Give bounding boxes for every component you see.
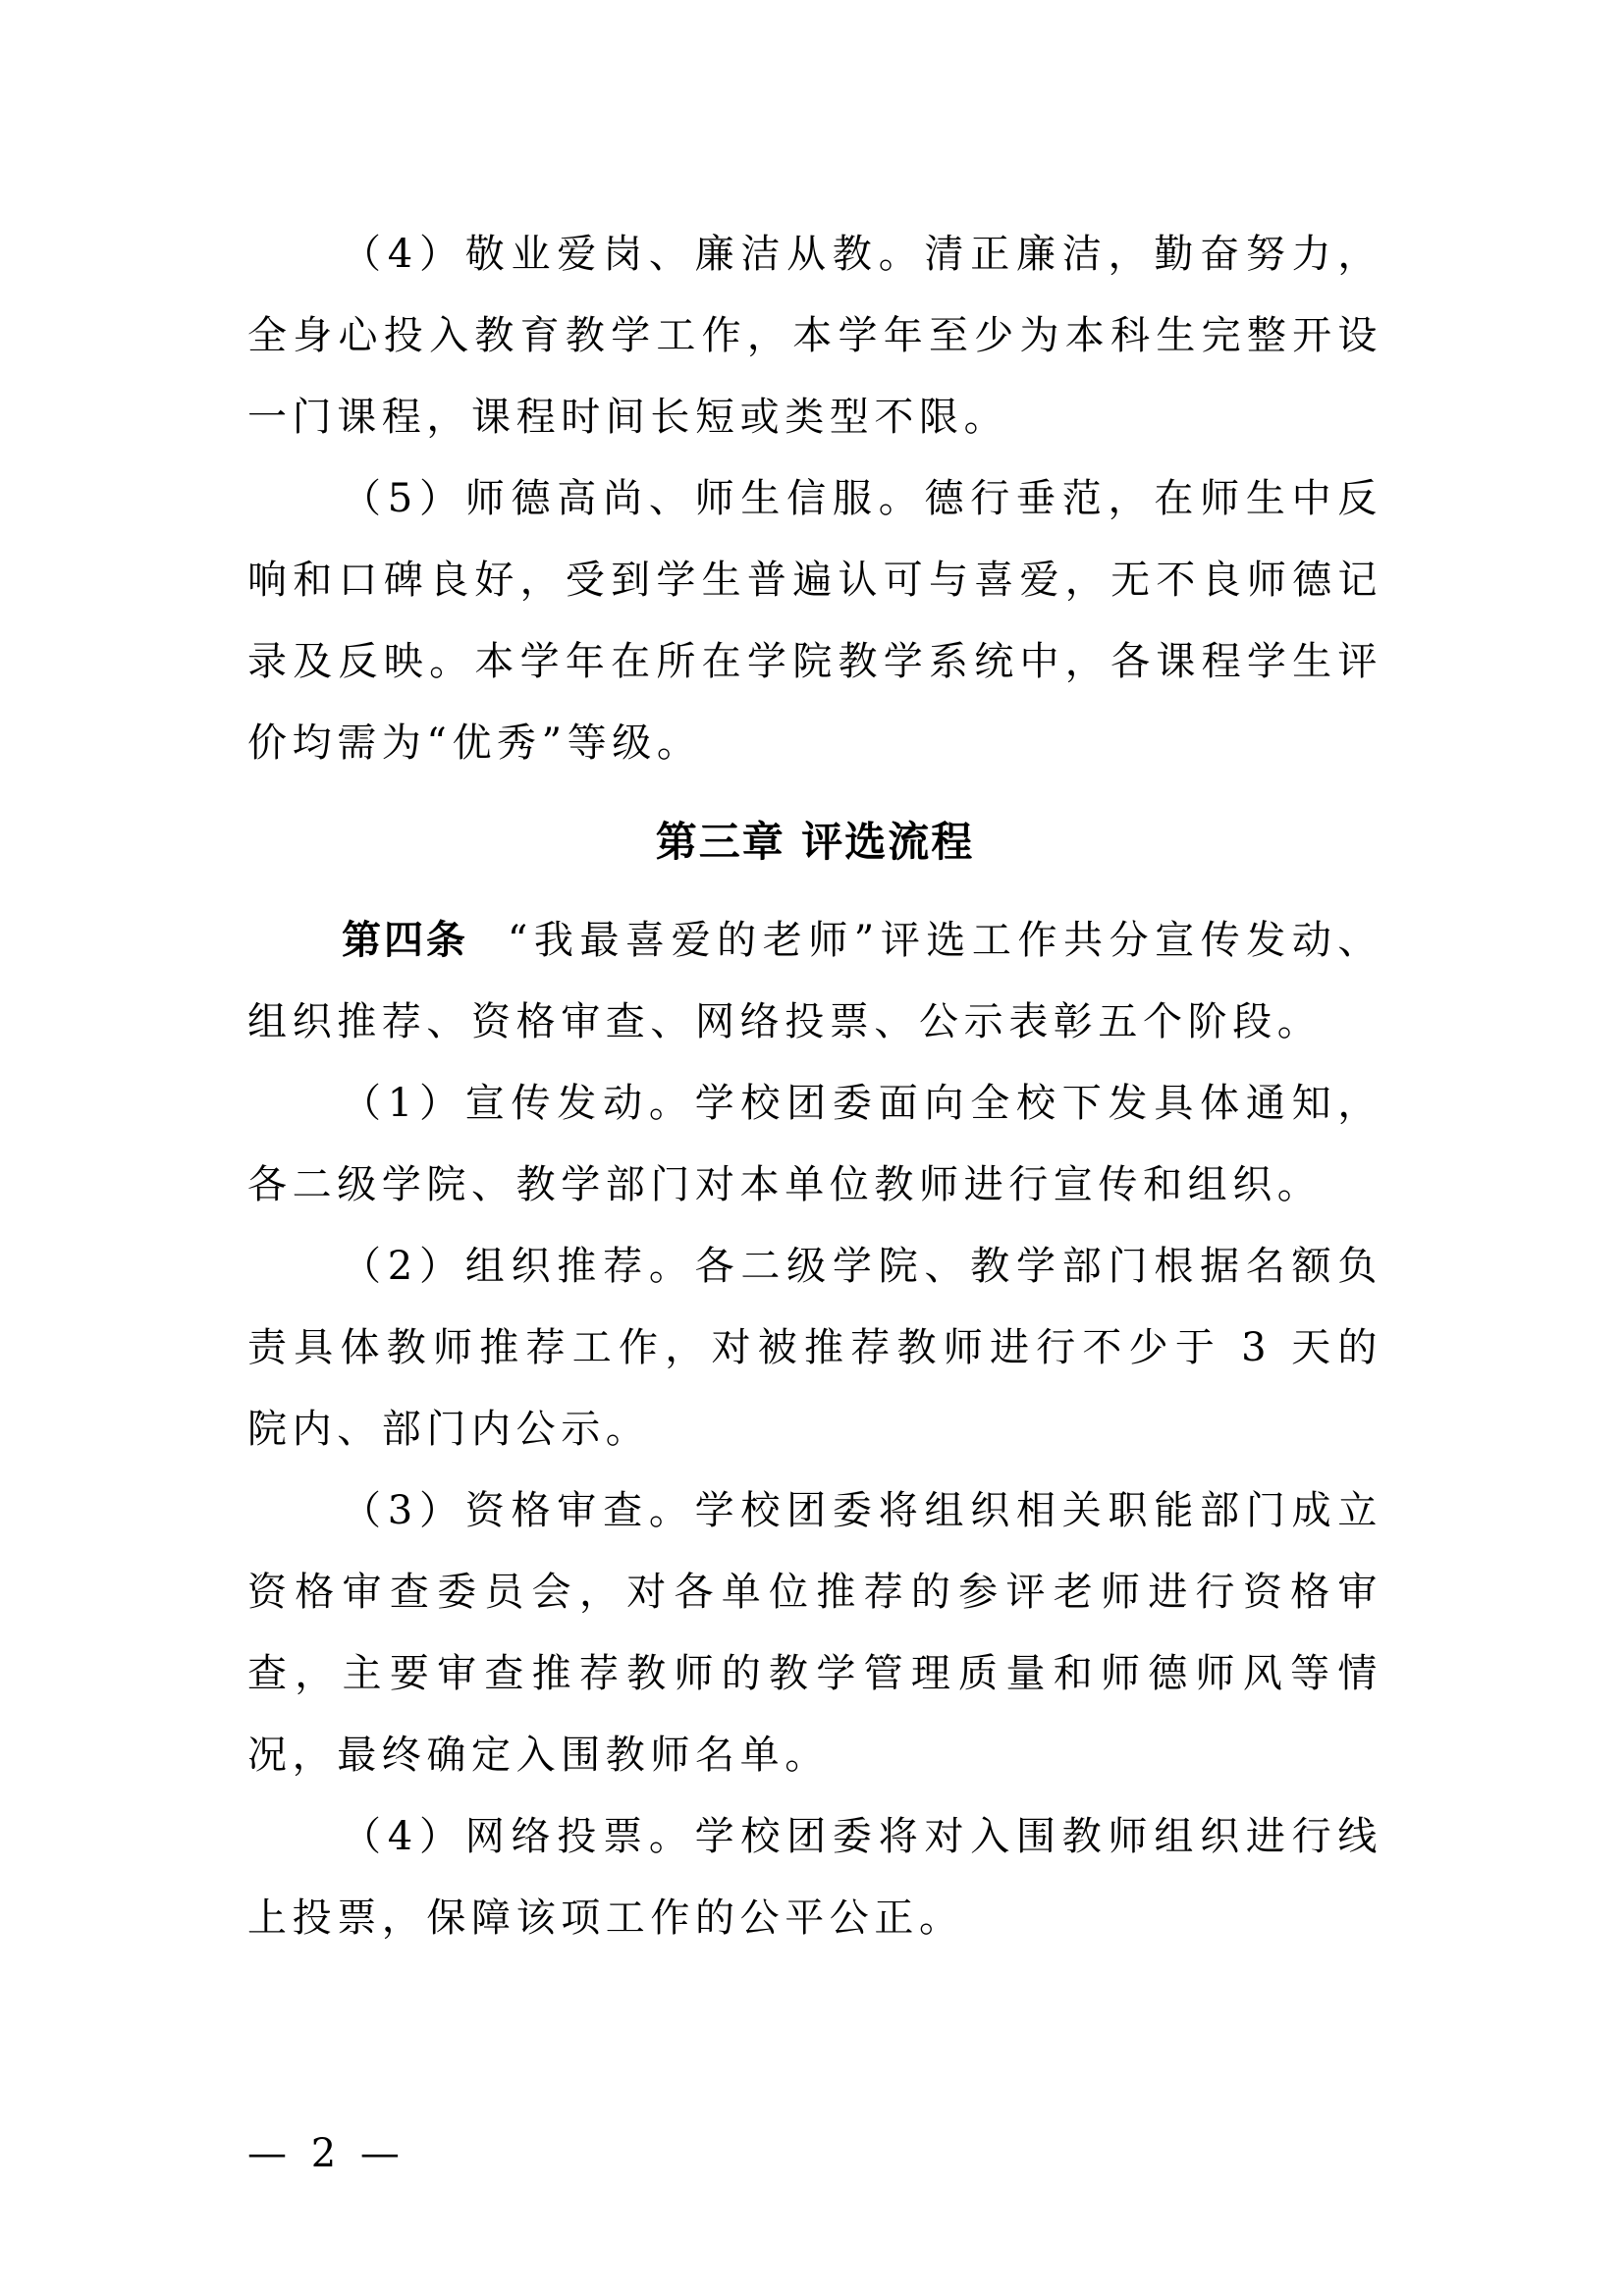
paragraph-item-5-ethics: （5）师德高尚、师生信服。德行垂范，在师生中反响和口碑良好，受到学生普遍认可与喜爱，无不良师德记录及反映。本学年在所在学院教学系统中，各课程学生评价均需为“优秀”等级。 xyxy=(247,476,1382,766)
paragraph-stage-3-qualification-review: （3）资格审查。学校团委将组织相关职能部门成立资格审查委员会，对各单位推荐的参评老师进行资格审查，主要审查推荐教师的教学管理质量和师德师风等情况，最终确定入围教师名单。 xyxy=(247,1488,1382,1778)
paragraph-stage-2-recommendation: （2）组织推荐。各二级学院、教学部门根据名额负责具体教师推荐工作，对被推荐教师进行不少于 3 天的院内、部门内公示。 xyxy=(247,1244,1382,1452)
article-four-label: 第四条 xyxy=(342,918,468,963)
paragraph-stage-1-publicity: （1）宣传发动。学校团委面向全校下发具体通知，各二级学院、教学部门对本单位教师进行宣传和组织。 xyxy=(247,1081,1382,1207)
article-four-paragraph xyxy=(247,900,1382,1063)
document-body xyxy=(247,214,1382,1959)
page-number: — 2 — xyxy=(247,2131,406,2176)
chapter-title: 第三章 评选流程 xyxy=(655,818,975,866)
article-four-text: “我最喜爱的老师”评选工作共分宣传发动、组织推荐、资格审查、网络投票、公示表彰五个阶段。 xyxy=(247,918,1383,1044)
paragraph-item-4-dedication: （4）敬业爱岗、廉洁从教。清正廉洁，勤奋努力，全身心投入教育教学工作，本学年至少为本科生完整开设一门课程，课程时间长短或类型不限。 xyxy=(247,232,1382,440)
paragraph-stage-4-online-voting: （4）网络投票。学校团委将对入围教师组织进行线上投票，保障该项工作的公平公正。 xyxy=(247,1814,1382,1941)
